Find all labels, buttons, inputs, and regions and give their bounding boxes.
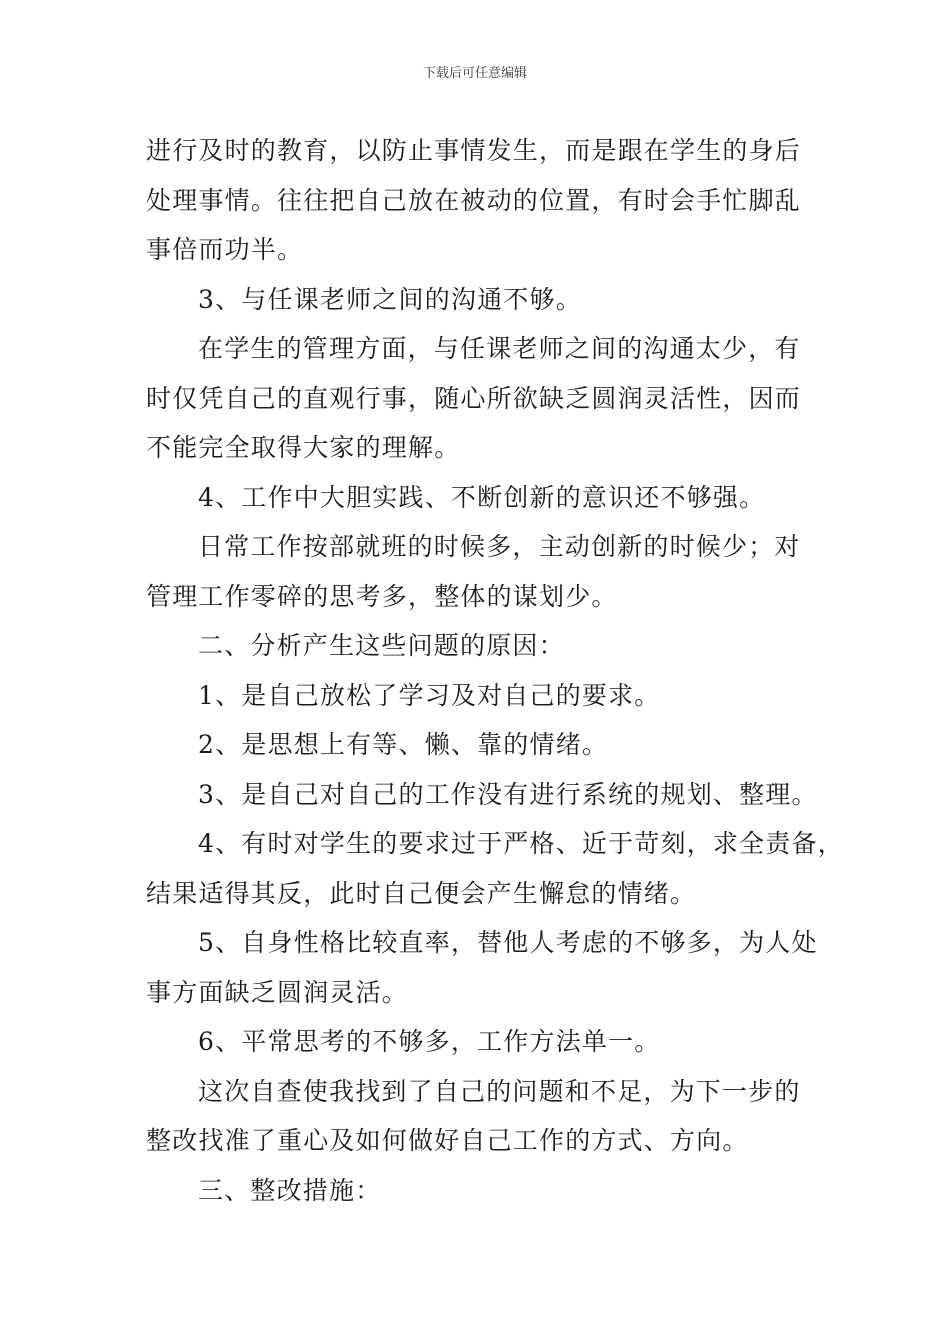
section-item: 4、有时对学生的要求过于严格、近于苛刻，求全责备， [198, 829, 844, 858]
section-item: 3、与任课老师之间的沟通不够。 [198, 284, 582, 314]
document-body [146, 126, 844, 1215]
body-line: 管理工作零碎的思考多，整体的谋划少。 [146, 581, 618, 611]
body-line: 结果适得其反，此时自己便会产生懈怠的情绪。 [146, 878, 697, 908]
body-line: 这次自查使我找到了自己的问题和不足，为下一步的 [198, 1076, 801, 1106]
body-line: 时仅凭自己的直观行事，随心所欲缺乏圆润灵活性，因而 [146, 383, 802, 413]
section-heading: 三、整改措施： [198, 1175, 382, 1205]
section-item: 3、是自己对自己的工作没有进行系统的规划、整理。 [198, 779, 818, 809]
body-line: 整改找准了重心及如何做好自己工作的方式、方向。 [146, 1126, 749, 1155]
body-line: 不能完全取得大家的理解。 [146, 433, 461, 462]
section-item: 6、平常思考的不够多，工作方法单一。 [198, 1027, 661, 1056]
section-item: 1、是自己放松了学习及对自己的要求。 [198, 680, 661, 710]
section-item: 4、工作中大胆实践、不断创新的意识还不够强。 [198, 482, 766, 512]
body-line: 事倍而功半。 [146, 235, 304, 264]
page-header: 下载后可任意编辑 [422, 66, 527, 81]
section-heading: 二、分析产生这些问题的原因： [198, 631, 565, 660]
body-line: 在学生的管理方面，与任课老师之间的沟通太少，有 [198, 334, 801, 363]
body-line: 处理事情。往往把自己放在被动的位置，有时会手忙脚乱 [146, 185, 802, 215]
body-line: 进行及时的教育，以防止事情发生，而是跟在学生的身后 [146, 136, 802, 165]
section-item: 2、是思想上有等、懒、靠的情绪。 [198, 730, 609, 759]
section-item: 5、自身性格比较直率，替他人考虑的不够多，为人处 [198, 928, 818, 957]
body-line: 事方面缺乏圆润灵活。 [146, 977, 409, 1007]
body-line: 日常工作按部就班的时候多，主动创新的时候少；对 [198, 532, 801, 561]
